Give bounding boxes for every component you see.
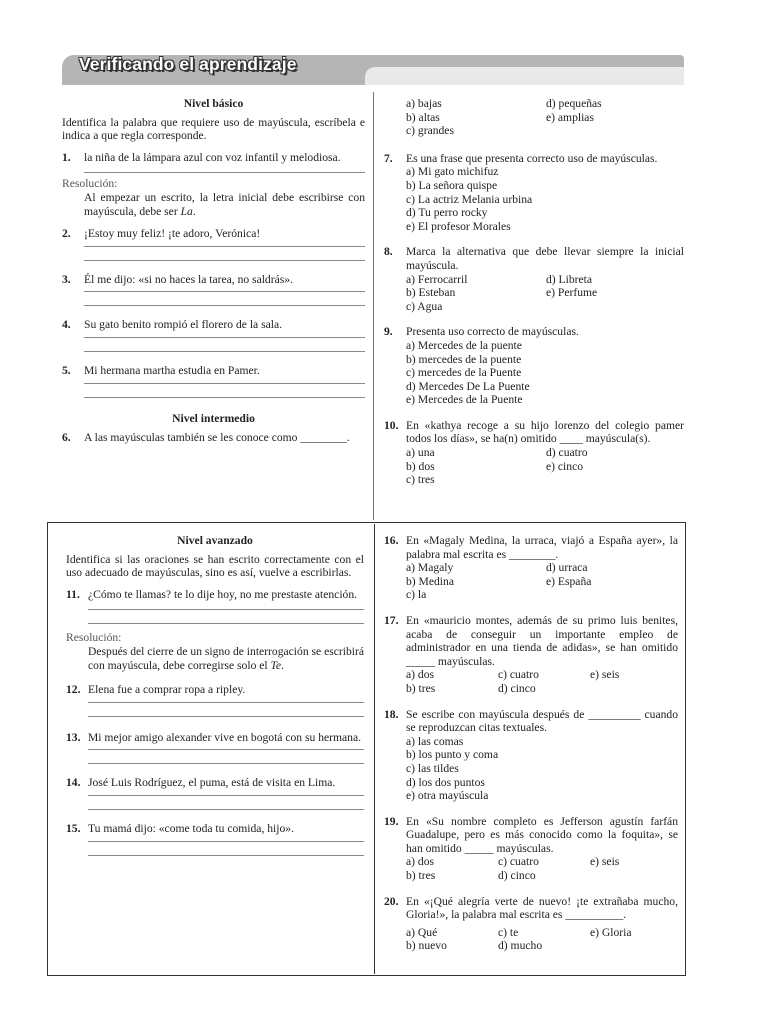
- question-18-options: [406, 735, 678, 803]
- column-divider: [373, 92, 374, 520]
- question-16-options: [406, 561, 678, 602]
- option[interactable]: c) las tildes: [406, 761, 459, 775]
- question-1: 1. la niña de la lámpara azul con voz infantil y melodiosa.: [62, 150, 341, 164]
- answer-line: [88, 609, 364, 610]
- instructions: Identifica la palabra que requiere uso de mayúscula, escríbela e indica a que regla corresponde.: [62, 115, 365, 143]
- option[interactable]: a) Ferrocarril: [406, 272, 468, 286]
- question-5: 5. Mi hermana martha estudia en Pamer.: [62, 363, 260, 377]
- option[interactable]: c) la: [406, 588, 427, 602]
- question-8-options: [406, 273, 684, 314]
- option[interactable]: b) Esteban: [406, 286, 456, 300]
- advanced-section-left: [66, 534, 364, 856]
- question-9-options: [406, 339, 684, 407]
- question-4: 4. Su gato benito rompió el florero de la sala.: [62, 318, 283, 332]
- option[interactable]: a) Magaly: [406, 561, 454, 575]
- option[interactable]: b) nuevo: [406, 939, 447, 953]
- answer-line: [88, 763, 364, 764]
- answer-line: [84, 383, 365, 384]
- question-20: 20. En «¡Qué alegría verte de nuevo! ¡te extrañaba mucho, Gloria!», la palabra mal escrita es __________.: [384, 894, 678, 922]
- option[interactable]: e) Gloria: [590, 925, 632, 939]
- option[interactable]: c) cuatro: [498, 668, 539, 682]
- option[interactable]: e) El profesor Morales: [406, 219, 511, 233]
- section-heading: Nivel básico: [183, 97, 244, 110]
- resolution-text: Después del cierre de un signo de interrogación se escribirá con mayúscula, debe corregirse solo el Te.: [88, 644, 364, 672]
- option[interactable]: b) tres: [406, 869, 436, 883]
- option[interactable]: c) mercedes de la Puente: [406, 366, 522, 380]
- option[interactable]: c) te: [498, 925, 519, 939]
- option[interactable]: a) Qué: [406, 925, 438, 939]
- question-10: 10. En «kathya recoge a su hijo lorenzo del colegio pamer todos los días», se ha(n) omitido ____ mayúscula(s).: [384, 418, 684, 446]
- question-15: 15. Tu mamá dijo: «come toda tu comida, hijo».: [66, 821, 294, 835]
- option[interactable]: d) Mercedes De La Puente: [406, 379, 530, 393]
- option[interactable]: d) urraca: [546, 561, 588, 575]
- option[interactable]: e) Perfume: [546, 286, 598, 300]
- question-14: 14. José Luis Rodríguez, el puma, está de visita en Lima.: [66, 776, 336, 790]
- question-6-options: [406, 97, 684, 138]
- answer-line: [88, 795, 364, 796]
- answer-line: [88, 841, 364, 842]
- question-18: 18. Se escribe con mayúscula después de _________ cuando se reproduzcan citas textuales.: [384, 707, 678, 735]
- answer-line: [84, 291, 365, 292]
- option[interactable]: a) bajas: [406, 97, 442, 110]
- answer-line: [88, 716, 364, 717]
- intermediate-section-right: [384, 97, 684, 487]
- question-16: 16. En «Magaly Medina, la urraca, viajó a España ayer», la palabra mal escrita es ________.: [384, 534, 678, 561]
- option[interactable]: e) cinco: [546, 459, 584, 473]
- question-7-options: [406, 165, 684, 233]
- option[interactable]: c) cuatro: [498, 855, 539, 869]
- option[interactable]: c) Agua: [406, 299, 443, 313]
- answer-line: [88, 749, 364, 750]
- question-6: 6. A las mayúsculas también se les conoce como ________.: [62, 431, 350, 445]
- option[interactable]: d) cuatro: [546, 446, 588, 460]
- question-11: 11. ¿Cómo te llamas? te lo dije hoy, no me prestaste atención.: [66, 587, 358, 601]
- option[interactable]: e) amplias: [546, 110, 594, 124]
- answer-line: [84, 246, 365, 247]
- answer-line: [84, 305, 365, 306]
- answer-line: [84, 351, 365, 352]
- answer-line: [88, 623, 364, 624]
- option[interactable]: e) seis: [590, 855, 620, 869]
- option[interactable]: d) Tu perro rocky: [406, 206, 488, 220]
- answer-line: [88, 855, 364, 856]
- instructions: Identifica si las oraciones se han escrito correctamente con el uso adecuado de mayúsculas, sino es así, vuelve a escribirlas.: [66, 552, 364, 580]
- option[interactable]: b) Medina: [406, 574, 454, 588]
- question-9: 9. Presenta uso correcto de mayúsculas.: [384, 325, 579, 339]
- option[interactable]: d) los dos puntos: [406, 775, 485, 789]
- option[interactable]: b) tres: [406, 681, 436, 695]
- option[interactable]: a) Mi gato michifuz: [406, 165, 499, 179]
- section-heading: Nivel intermedio: [172, 411, 255, 425]
- basic-level-section: [62, 97, 365, 445]
- question-10-options: [406, 446, 684, 487]
- answer-line: [84, 397, 365, 398]
- option[interactable]: b) mercedes de la puente: [406, 352, 522, 366]
- advanced-section-right: [384, 534, 678, 953]
- option[interactable]: b) altas: [406, 110, 440, 124]
- option[interactable]: e) Mercedes de la Puente: [406, 393, 523, 407]
- question-2: 2. ¡Estoy muy feliz! ¡te adoro, Verónica!: [62, 227, 261, 241]
- answer-line: [84, 260, 365, 261]
- page-title: Verificando el aprendizaje: [79, 54, 297, 74]
- column-divider: [374, 524, 375, 974]
- option[interactable]: b) La señora quispe: [406, 178, 498, 192]
- answer-line: [84, 172, 365, 173]
- option[interactable]: c) grandes: [406, 124, 454, 138]
- option[interactable]: a) dos: [406, 855, 435, 869]
- answer-line: [84, 337, 365, 338]
- option[interactable]: e) seis: [590, 668, 620, 682]
- option[interactable]: a) una: [406, 446, 435, 460]
- option[interactable]: d) cinco: [498, 681, 536, 695]
- question-3: 3. Él me dijo: «si no haces la tarea, no saldrás».: [62, 272, 293, 286]
- question-12: 12. Elena fue a comprar ropa a ripley.: [66, 683, 246, 697]
- resolution-label: Resolución:: [66, 631, 122, 645]
- question-19: 19. En «Su nombre completo es Jefferson agustín farfán Guadalupe, pero es más conocido como la foquita», se han omitido _____ mayúsculas.: [384, 814, 678, 855]
- option[interactable]: b) dos: [406, 459, 435, 473]
- option[interactable]: c) tres: [406, 473, 435, 487]
- option[interactable]: a) dos: [406, 668, 435, 682]
- question-13: 13. Mi mejor amigo alexander vive en bogotá con su hermana.: [66, 730, 362, 744]
- option[interactable]: a) las comas: [406, 734, 464, 748]
- question-17: 17. En «mauricio montes, además de su primo luis benites, acaba de conseguir un importante empleo de administrador en una tienda de adidas», se han omitido _____ mayúsculas.: [384, 613, 678, 668]
- section-heading: Nivel avanzado: [177, 534, 253, 547]
- resolution-label: Resolución:: [62, 177, 118, 191]
- option[interactable]: e) España: [546, 574, 592, 588]
- resolution-text: Al empezar un escrito, la letra inicial debe escribirse con mayúscula, debe ser La.: [84, 190, 365, 218]
- option[interactable]: c) La actriz Melania urbina: [406, 192, 533, 206]
- option[interactable]: d) pequeñas: [546, 97, 602, 110]
- answer-line: [88, 809, 364, 810]
- option[interactable]: a) Mercedes de la puente: [406, 338, 522, 352]
- question-20-options: [406, 926, 678, 953]
- answer-line: [88, 702, 364, 703]
- question-17-options: [406, 668, 678, 695]
- option[interactable]: d) Libreta: [546, 272, 593, 286]
- option[interactable]: e) otra mayúscula: [406, 789, 489, 803]
- question-8: 8. Marca la alternativa que debe llevar siempre la inicial mayúscula.: [384, 245, 684, 272]
- question-19-options: [406, 855, 678, 882]
- header-tab: [365, 67, 684, 85]
- question-7: 7. Es una frase que presenta correcto uso de mayúsculas.: [384, 151, 658, 165]
- option[interactable]: b) los punto y coma: [406, 748, 499, 762]
- option[interactable]: d) mucho: [498, 939, 543, 953]
- option[interactable]: d) cinco: [498, 869, 536, 883]
